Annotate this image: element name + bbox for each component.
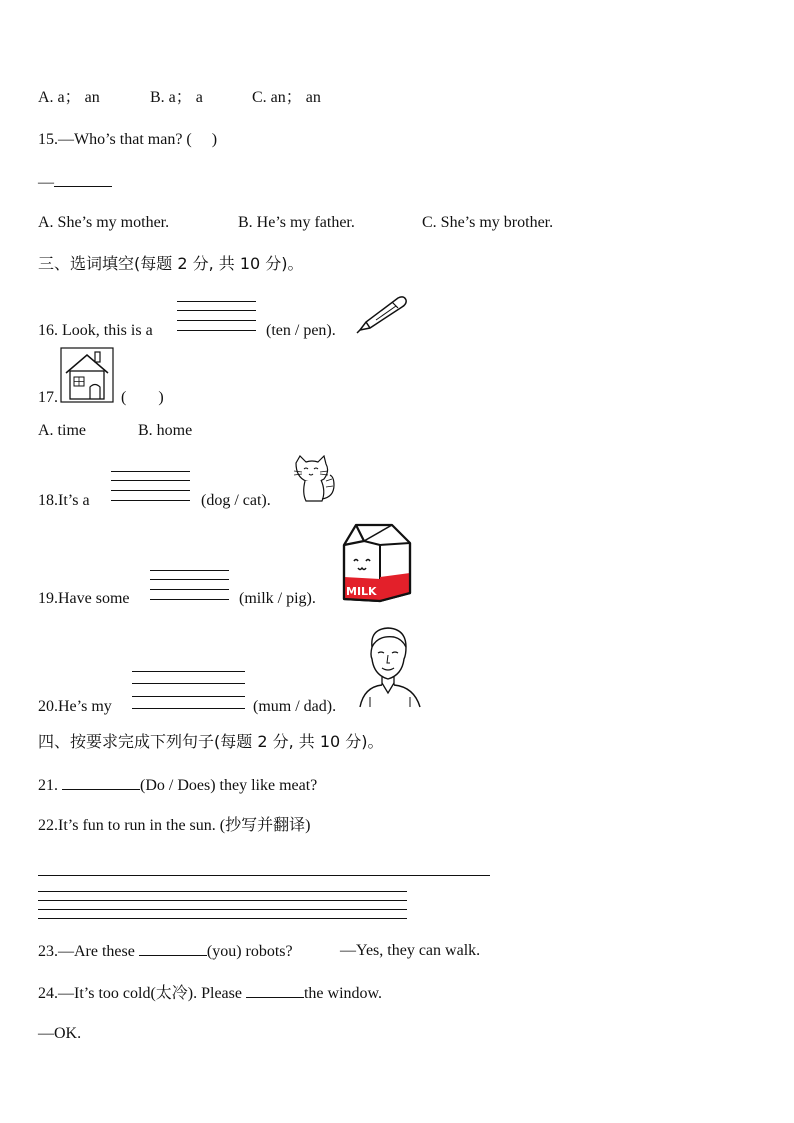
q21-line [38, 775, 317, 796]
q23-reply: —Yes, they can walk. [340, 942, 481, 959]
q24-reply: —OK. [38, 1025, 82, 1042]
milk-carton-icon [340, 521, 414, 603]
q17-number: 17. [38, 389, 58, 406]
q21-text: (Do / Does) they like meat? [140, 777, 318, 794]
q17-answer-paren: ( ) [121, 389, 164, 406]
q15-answer-blank [54, 172, 112, 187]
q22-text: 22.It’s fun to run in the sun. (抄写并翻译) [38, 817, 311, 834]
q20-writing-lines [132, 671, 245, 709]
q20-prefix: 20.He’s my [38, 698, 112, 715]
q16-choices: (ten / pen). [266, 322, 336, 339]
q18-writing-lines [111, 471, 190, 501]
milk-carton-label: MILK [346, 585, 377, 598]
q17-option-b: B. home [138, 422, 193, 439]
q24-answer-blank [246, 983, 304, 998]
q21-answer-blank [62, 775, 140, 790]
q24-part1: 24.—It’s too cold(太冷). Please [38, 985, 242, 1002]
q24-line [38, 983, 382, 1004]
q20-choices: (mum / dad). [253, 698, 337, 715]
section3-title: 三、选词填空(每题 2 分, 共 10 分)。 [38, 254, 304, 273]
q21-number: 21. [38, 777, 58, 794]
q24-part2: the window. [303, 985, 383, 1002]
cat-icon [290, 455, 340, 505]
q15-option-b: B. He’s my father. [238, 214, 355, 231]
section4-title: 四、按要求完成下列句子(每题 2 分, 共 10 分)。 [38, 732, 384, 751]
q15-question: 15.—Who’s that man? ( ) [38, 131, 218, 148]
q15-option-a: A. She’s my mother. [38, 214, 170, 231]
q15-option-c: C. She’s my brother. [422, 214, 554, 231]
q14-option-b: B. a； a [150, 89, 203, 106]
q19-choices: (milk / pig). [239, 590, 316, 607]
q23-part1: 23.—Are these [38, 943, 135, 960]
q16-prefix: 16. Look, this is a [38, 322, 153, 339]
q17-option-a: A. time [38, 422, 86, 439]
dad-icon [356, 625, 424, 709]
q16-writing-lines [177, 301, 256, 331]
q15-answer-line [38, 172, 112, 193]
pen-icon [356, 292, 408, 334]
q14-option-a: A. a； an [38, 89, 100, 106]
q23-part2: (you) robots? [206, 943, 293, 960]
q19-prefix: 19.Have some [38, 590, 130, 607]
q23-line [38, 941, 293, 962]
q15-answer-dash: — [38, 174, 54, 191]
q22-writing-lines [38, 891, 407, 918]
house-icon [60, 347, 114, 403]
q18-choices: (dog / cat). [201, 492, 271, 509]
q14-option-c: C. an； an [252, 89, 321, 106]
q22-answer-line [38, 875, 490, 876]
q23-answer-blank [139, 941, 207, 956]
q18-prefix: 18.It’s a [38, 492, 90, 509]
q19-writing-lines [150, 570, 229, 600]
